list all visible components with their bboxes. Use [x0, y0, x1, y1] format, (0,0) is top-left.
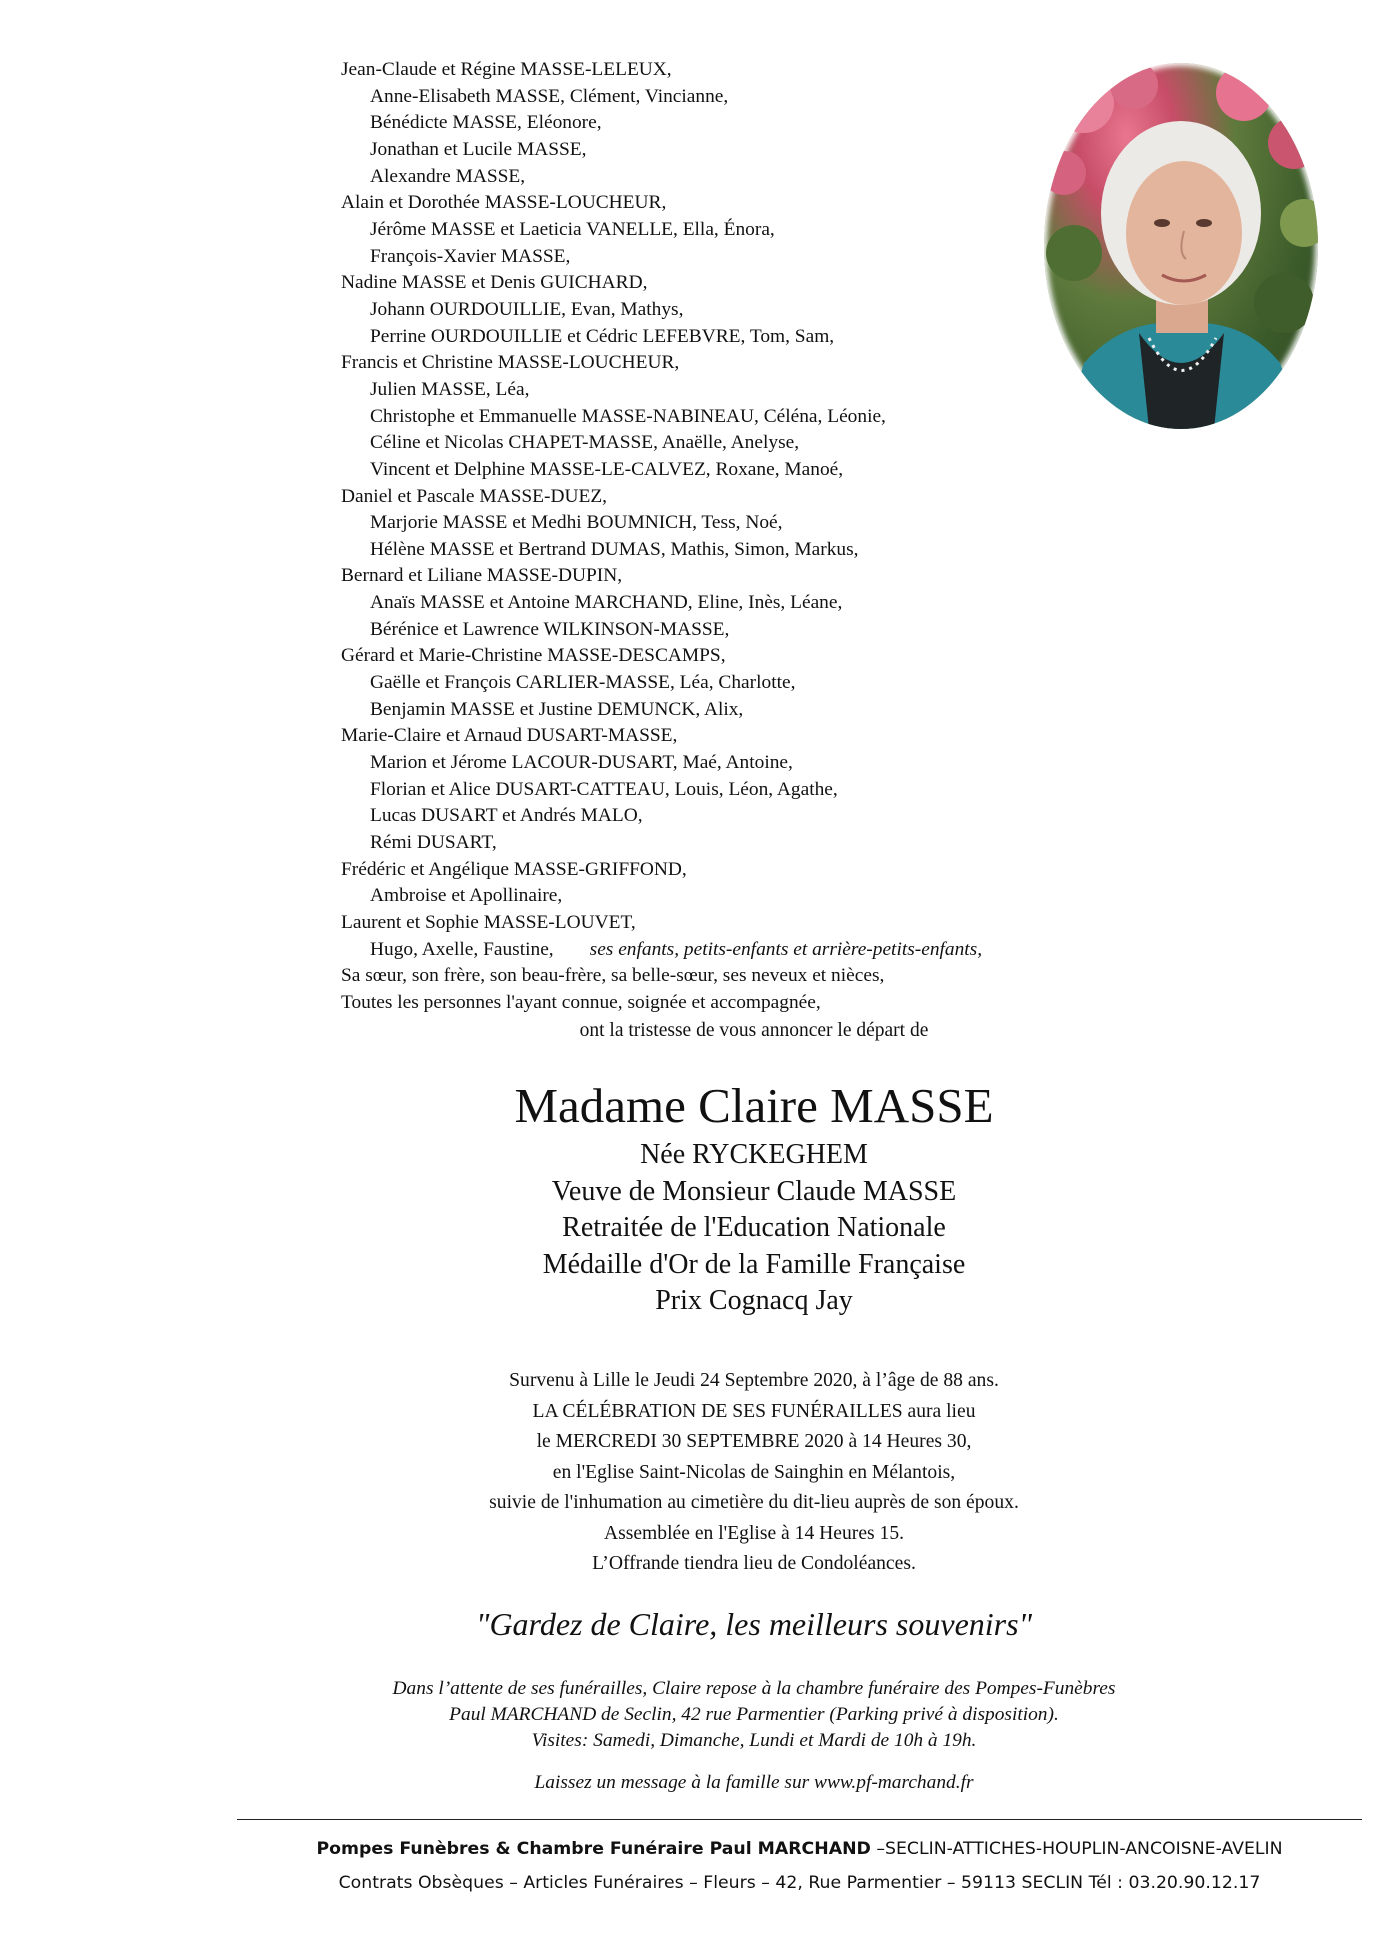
family-member-line — [341, 590, 1141, 617]
family-branch-line — [341, 857, 1141, 884]
family-names: Toutes les personnes l'ayant connue, soignée et accompagnée, — [341, 991, 821, 1013]
family-relation: ses enfants, petits-enfants et arrière-petits-enfants, — [589, 938, 983, 960]
family-names: Jean-Claude et Régine MASSE-LELEUX, — [341, 59, 672, 80]
family-member-line — [341, 430, 1141, 457]
family-member-line — [341, 537, 1141, 564]
assembly-info: Assemblée en l'Eglise à 14 Heures 15. — [603, 1522, 905, 1544]
company-locations: –SECLIN-ATTICHES-HOUPLIN-ANCOISNE-AVELIN — [876, 1839, 1283, 1859]
repose-info — [0, 1676, 1378, 1754]
family-branch-line — [341, 963, 1141, 990]
ceremony-place: en l'Eglise Saint-Nicolas de Sainghin en Mélantois, — [552, 1461, 956, 1483]
ceremony-date: le MERCREDI 30 SEPTEMBRE 2020 à 14 Heures 30, — [536, 1431, 972, 1452]
family-member-line — [341, 377, 1141, 404]
family-names: Frédéric et Angélique MASSE-GRIFFOND, — [341, 858, 687, 880]
death-info: Survenu à Lille le Jeudi 24 Septembre 2020, à l’âge de 88 ans. — [509, 1370, 999, 1391]
family-branch-line — [341, 190, 1141, 217]
family-branch-line — [341, 57, 1141, 84]
family-member-line — [341, 697, 1141, 724]
family-branch-line — [341, 563, 1141, 590]
family-names: Céline et Nicolas CHAPET-MASSE, Anaëlle, Anelyse, — [370, 432, 800, 454]
footer-line-1 — [237, 1832, 1362, 1866]
family-names: Rémi DUSART, — [370, 832, 497, 854]
burial-info: suivie de l'inhumation au cimetière du dit-lieu auprès de son époux. — [489, 1492, 1019, 1513]
family-names: Marie-Claire et Arnaud DUSART-MASSE, — [341, 725, 678, 747]
ceremony-heading: LA CÉLÉBRATION DE SES FUNÉRAILLES aura lieu — [532, 1400, 976, 1422]
family-names: Anaïs MASSE et Antoine MARCHAND, Eline, Inès, Léane, — [370, 592, 843, 614]
family-names: Daniel et Pascale MASSE-DUEZ, — [341, 485, 608, 507]
family-branch-line — [341, 723, 1141, 750]
family-member-line — [341, 164, 1141, 191]
memorial-quote: "Gardez de Claire, les meilleurs souvenirs" — [476, 1606, 1032, 1642]
family-names: Ambroise et Apollinaire, — [370, 885, 563, 907]
family-names: Alain et Dorothée MASSE-LOUCHEUR, — [341, 192, 667, 214]
family-member-line — [341, 404, 1141, 431]
family-branch-line — [341, 910, 1141, 937]
repose-line: Paul MARCHAND de Seclin, 42 rue Parmentier (Parking privé à disposition). — [449, 1704, 1059, 1725]
family-branch-line — [341, 270, 1141, 297]
family-names: Florian et Alice DUSART-CATTEAU, Louis, Léon, Agathe, — [370, 778, 838, 800]
family-member-line — [341, 217, 1141, 244]
family-member-line — [341, 670, 1141, 697]
family-member-line — [341, 137, 1141, 164]
family-names: Sa sœur, son frère, son beau-frère, sa belle-sœur, ses neveux et nièces, — [341, 965, 885, 987]
family-member-line — [341, 297, 1141, 324]
prize: Prix Cognacq Jay — [655, 1285, 853, 1316]
family-branch-line — [341, 484, 1141, 511]
medal: Médaille d'Or de la Famille Française — [542, 1248, 966, 1280]
family-member-line — [341, 617, 1141, 644]
company-name: Pompes Funèbres & Chambre Funéraire Paul MARCHAND — [316, 1839, 871, 1859]
footer — [237, 1832, 1362, 1900]
family-names: Lucas DUSART et Andrés MALO, — [370, 805, 643, 827]
widow-of: Veuve de Monsieur Claude MASSE — [551, 1175, 957, 1207]
offering-info: L’Offrande tiendra lieu de Condoléances. — [592, 1553, 916, 1574]
family-names: Perrine OURDOUILLIE et Cédric LEFEBVRE, Tom, Sam, — [370, 325, 835, 347]
online-message: Laissez un message à la famille sur www.pf-marchand.fr — [534, 1772, 974, 1793]
family-names: Gaëlle et François CARLIER-MASSE, Léa, Charlotte, — [370, 672, 796, 694]
family-names: Marion et Jérome LACOUR-DUSART, Maé, Antoine, — [370, 752, 793, 774]
family-names: Alexandre MASSE, — [370, 165, 526, 187]
repose-line: Dans l’attente de ses funérailles, Claire repose à la chambre funéraire des Pompes-Funèbres — [392, 1678, 1116, 1699]
family-names: Laurent et Sophie MASSE-LOUVET, — [341, 912, 636, 933]
family-branch-line — [341, 350, 1141, 377]
family-names: Anne-Elisabeth MASSE, Clément, Vincianne, — [370, 85, 729, 107]
family-member-line — [341, 750, 1141, 777]
footer-services: Contrats Obsèques – Articles Funéraires – Fleurs – 42, Rue Parmentier – 59113 SECLIN Tél : 03.20.90.12.17 — [338, 1873, 1261, 1893]
family-member-line — [341, 883, 1141, 910]
family-names: Benjamin MASSE et Justine DEMUNCK, Alix, — [370, 698, 744, 720]
family-member-line — [341, 457, 1141, 484]
family-member-line — [341, 84, 1141, 111]
funeral-details — [0, 1366, 1378, 1580]
deceased-block — [0, 1075, 1378, 1320]
family-member-line — [341, 803, 1141, 830]
deceased-name: Madame Claire MASSE — [514, 1078, 994, 1133]
family-member-line — [341, 510, 1141, 537]
portrait-photo — [1044, 63, 1318, 429]
family-names: Johann OURDOUILLIE, Evan, Mathys, — [370, 298, 684, 320]
visiting-hours: Visites: Samedi, Dimanche, Lundi et Mardi de 10h à 19h. — [531, 1730, 977, 1751]
maiden-name: Née RYCKEGHEM — [640, 1139, 868, 1170]
family-branch-line — [341, 643, 1141, 670]
family-names: Bernard et Liliane MASSE-DUPIN, — [341, 565, 623, 587]
family-names: Francis et Christine MASSE-LOUCHEUR, — [341, 352, 680, 374]
family-member-line — [341, 937, 1141, 964]
family-member-line — [341, 110, 1141, 137]
family-member-line — [341, 830, 1141, 857]
family-list — [341, 57, 1141, 1017]
family-member-line — [341, 777, 1141, 804]
family-names: Jérôme MASSE et Laeticia VANELLE, Ella, Énora, — [370, 218, 775, 240]
family-names: François-Xavier MASSE, — [370, 245, 571, 267]
family-names: Gérard et Marie-Christine MASSE-DESCAMPS, — [341, 645, 726, 667]
family-names: Hélène MASSE et Bertrand DUMAS, Mathis, Simon, Markus, — [370, 538, 859, 560]
family-names: Vincent et Delphine MASSE-LE-CALVEZ, Roxane, Manoé, — [370, 458, 844, 480]
family-member-line — [341, 324, 1141, 351]
announcement-text: ont la tristesse de vous annoncer le départ de — [579, 1020, 929, 1041]
family-names: Julien MASSE, Léa, — [370, 378, 530, 400]
family-names: Jonathan et Lucile MASSE, — [370, 138, 587, 160]
family-names: Christophe et Emmanuelle MASSE-NABINEAU, Céléna, Léonie, — [370, 405, 886, 427]
family-names: Marjorie MASSE et Medhi BOUMNICH, Tess, Noé, — [370, 512, 783, 534]
family-names: Hugo, Axelle, Faustine, — [370, 938, 554, 960]
family-names: Bénédicte MASSE, Eléonore, — [370, 112, 602, 134]
family-branch-line — [341, 990, 1141, 1017]
family-names: Bérénice et Lawrence WILKINSON-MASSE, — [370, 618, 730, 640]
profession: Retraitée de l'Education Nationale — [562, 1212, 946, 1243]
family-member-line — [341, 244, 1141, 271]
footer-divider — [237, 1819, 1362, 1820]
family-names: Nadine MASSE et Denis GUICHARD, — [341, 272, 648, 294]
